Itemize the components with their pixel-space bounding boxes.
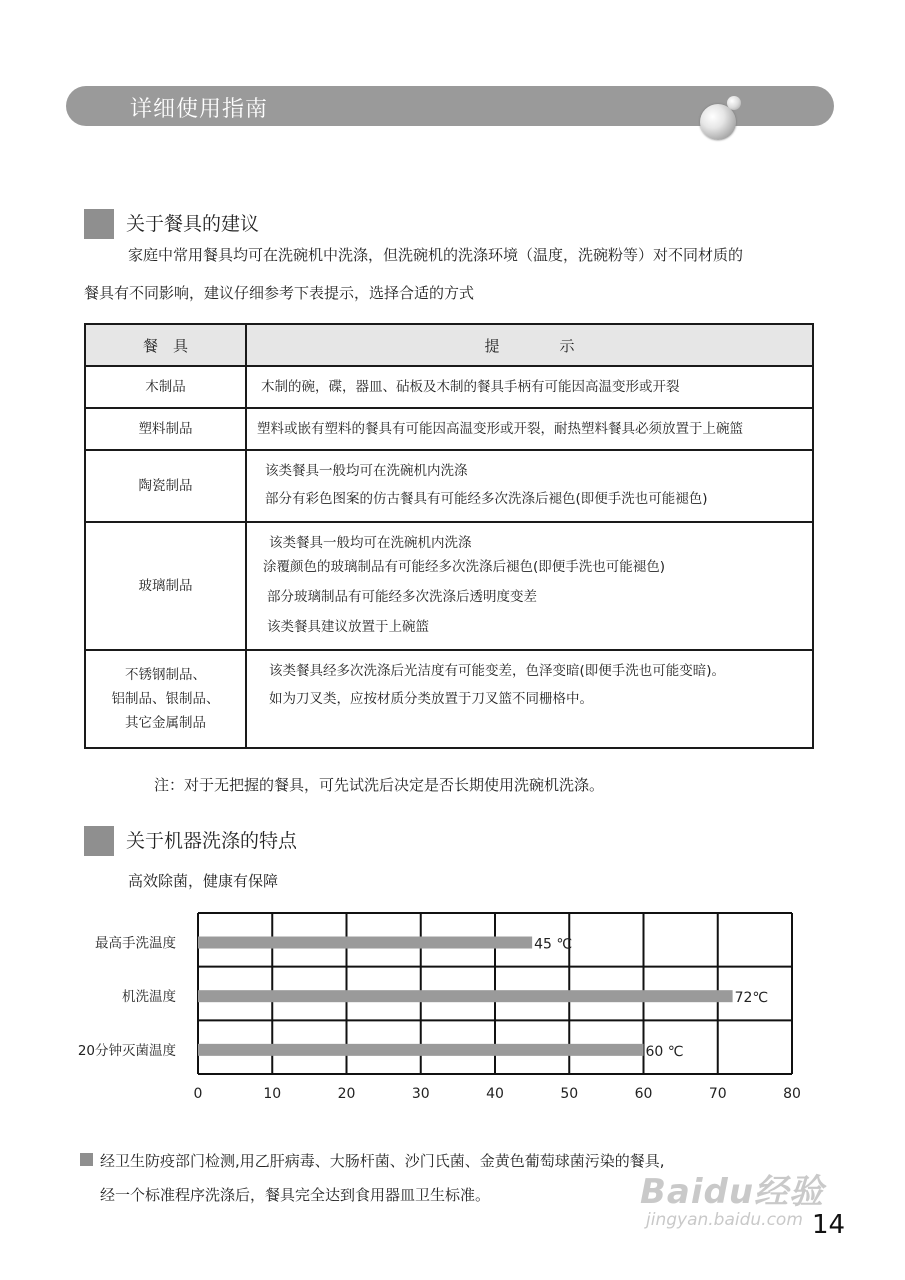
x-tick-label: 40: [486, 1086, 504, 1102]
bar-value-label: 72℃: [734, 990, 769, 1007]
intro-line-2: 餐具有不同影响，建议仔细参考下表提示，选择合适的方式: [84, 284, 475, 302]
watermark-url: jingyan.baidu.com: [646, 1210, 803, 1230]
bar-value-label: 60 ℃: [645, 1043, 684, 1060]
x-tick-label: 0: [193, 1086, 203, 1102]
material-label: 木制品: [145, 379, 186, 395]
x-tick-label: 30: [411, 1086, 430, 1102]
tip-text: 该类餐具经多次洗涤后光洁度有可能变差，色泽变暗(即便手洗也可能变暗)。: [269, 663, 726, 679]
footnote-line-2: 经一个标准程序洗涤后，餐具完全达到食用器皿卫生标准。: [100, 1186, 491, 1204]
category-label: 最高手洗温度: [95, 935, 176, 952]
x-tick-label: 20: [337, 1086, 356, 1102]
material-label: 铝制品、银制品、: [111, 691, 220, 707]
x-tick-label: 10: [263, 1086, 282, 1102]
tip-text: 部分玻璃制品有可能经多次洗涤后透明度变差: [267, 589, 537, 605]
footnote-line-1: 经卫生防疫部门检测,用乙肝病毒、大肠杆菌、沙门氏菌、金黄色葡萄球菌污染的餐具,: [100, 1152, 665, 1170]
tip-text: 涂覆颜色的玻璃制品有可能经多次洗涤后褪色(即便手洗也可能褪色): [263, 559, 666, 575]
tip-text: 木制的碗，碟，器皿、砧板及木制的餐具手柄有可能因高温变形或开裂: [261, 379, 680, 395]
bar-value-label: 45 ℃: [534, 936, 573, 953]
material-label: 陶瓷制品: [138, 478, 193, 494]
page-title: 详细使用指南: [130, 97, 269, 122]
tip-text: 如为刀叉类，应按材质分类放置于刀叉篮不同栅格中。: [269, 691, 593, 707]
tip-text: 该类餐具一般均可在洗碗机内洗涤: [269, 535, 472, 551]
watermark-logo: Baidu经验: [640, 1172, 825, 1212]
material-label: 不锈钢制品、: [125, 667, 206, 683]
section-title-machine-features: 关于机器洗涤的特点: [126, 830, 298, 852]
bar: [198, 1044, 644, 1056]
x-tick-label: 70: [708, 1086, 727, 1102]
table-note: 注：对于无把握的餐具，可先试洗后决定是否长期使用洗碗机洗涤。: [154, 776, 605, 794]
bar: [198, 937, 532, 949]
tip-text: 部分有彩色图案的仿古餐具有可能经多次洗涤后褪色(即便手洗也可能褪色): [265, 491, 708, 507]
x-tick-label: 80: [783, 1086, 801, 1102]
material-label: 其它金属制品: [125, 715, 206, 731]
x-tick-label: 50: [560, 1086, 579, 1102]
category-label: 机洗温度: [122, 989, 176, 1006]
material-label: 玻璃制品: [138, 578, 193, 594]
section-subtitle: 高效除菌，健康有保障: [128, 872, 279, 890]
footnote-marker: [80, 1153, 93, 1166]
section-title-tableware: 关于餐具的建议: [126, 213, 260, 235]
column-header-tips: 提 示: [246, 324, 813, 366]
tip-text: 该类餐具一般均可在洗碗机内洗涤: [265, 463, 468, 479]
column-header-tableware: 餐 具: [85, 324, 246, 366]
tip-text: 该类餐具建议放置于上碗篮: [267, 619, 429, 635]
category-label: 20分钟灭菌温度: [77, 1042, 176, 1059]
intro-line-1: 家庭中常用餐具均可在洗碗机中洗涤，但洗碗机的洗涤环境（温度，洗碗粉等）对不同材质的: [128, 246, 744, 264]
x-tick-label: 60: [634, 1086, 653, 1102]
material-label: 塑料制品: [138, 421, 193, 437]
page-number: 14: [812, 1210, 846, 1240]
tip-text: 塑料或嵌有塑料的餐具有可能因高温变形或开裂，耐热塑料餐具必须放置于上碗篮: [257, 421, 743, 437]
bar: [198, 990, 733, 1002]
